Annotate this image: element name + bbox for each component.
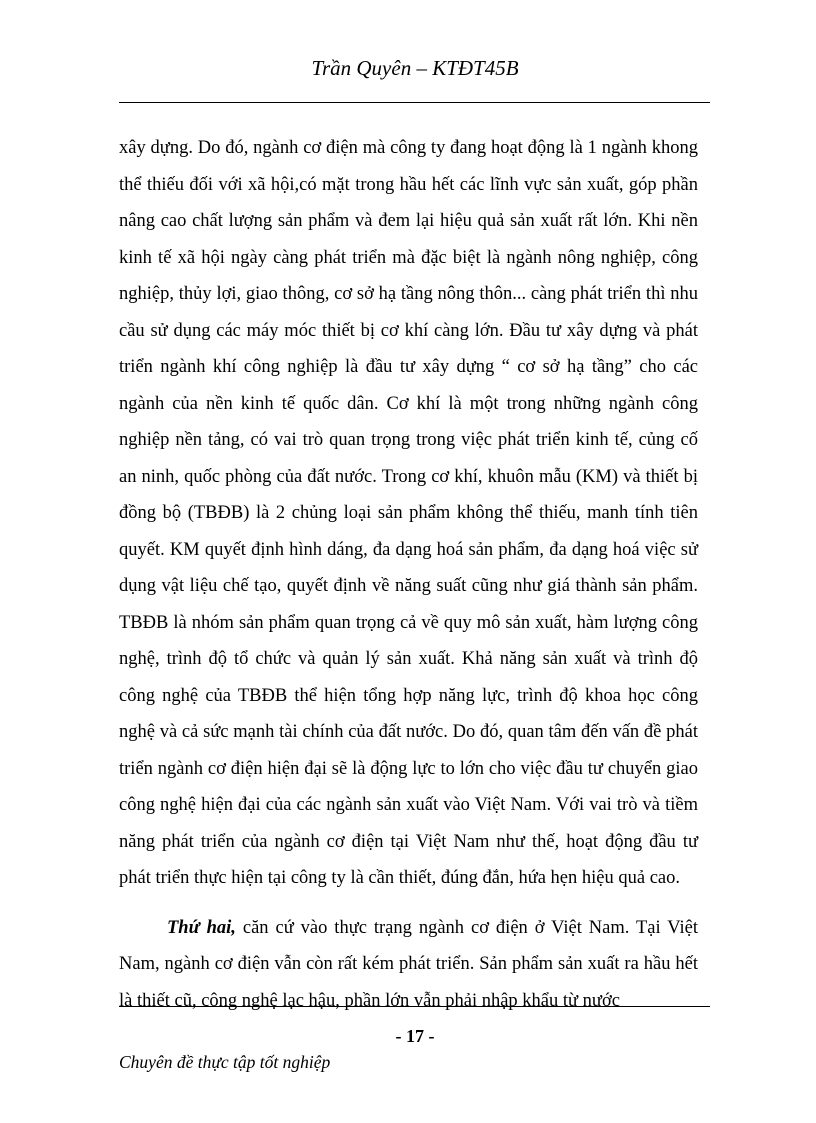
page-number: - 17 - [395, 1026, 435, 1046]
document-body [119, 130, 698, 1019]
footer-divider [119, 1006, 710, 1007]
header-divider [119, 102, 710, 103]
paragraph-2-text: căn cứ vào thực trạng ngành cơ điện ở Việt Nam. Tại Việt Nam, ngành cơ điện vẫn còn rất kém phát triển. Sản phẩm sản xuất ra hầu hết là thiết cũ, công nghệ lạc hậu, phần lớn vẫn phải nhập khẩu từ nước [119, 917, 698, 1011]
footer-title: Chuyên đề thực tập tốt nghiệp [119, 1052, 331, 1072]
page-header-title: Trần Quyên – KTĐT45B [311, 56, 519, 80]
paragraph-1: xây dựng. Do đó, ngành cơ điện mà công ty đang hoạt động là 1 ngành khong thể thiếu đối với xã hội,có mặt trong hầu hết các lĩnh vực sản xuất, góp phần nâng cao chất lượng sản phẩm và đem lại hiệu quả sản xuất rất lớn. Khi nền kinh tế xã hội ngày càng phát triển mà đặc biệt là ngành nông nghiệp, công nghiệp, thủy lợi, giao thông, cơ sở hạ tầng nông thôn... càng phát triển thì nhu cầu sử dụng các máy móc thiết bị cơ khí càng lớn. Đầu tư xây dựng và phát triển ngành khí công nghiệp là đầu tư xây dựng “ cơ sở hạ tầng” cho các ngành của nền kinh tế quốc dân. Cơ khí là một trong những ngành công nghiệp nền tảng, có vai trò quan trọng trong việc phát triển kinh tế, củng cố an ninh, quốc phòng của đất nước. Trong cơ khí, khuôn mẫu (KM) và thiết bị đồng bộ (TBĐB) là 2 chủng loại sản phẩm không thể thiếu, manh tính tiên quyết. KM quyết định hình dáng, đa dạng hoá sản phẩm, đa dạng hoá việc sử dụng vật liệu chế tạo, quyết định về năng suất cũng như giá thành sản phẩm. TBĐB là nhóm sản phẩm quan trọng cả về quy mô sản xuất, hàm lượng công nghệ, trình độ tổ chức và quản lý sản xuất. Khả năng sản xuất và trình độ công nghệ của TBĐB thể hiện tổng hợp năng lực, trình độ khoa học công nghệ và cả sức mạnh tài chính của đất nước. Do đó, quan tâm đến vấn đề phát triển ngành cơ điện hiện đại sẽ là động lực to lớn cho việc đầu tư chuyển giao công nghệ hiện đại của các ngành sản xuất vào Việt Nam. Với vai trò và tiềm năng phát triển của ngành cơ điện tại Việt Nam như thế, hoạt động đầu tư phát triển thực hiện tại công ty là cần thiết, đúng đắn, hứa hẹn hiệu quả cao. [119, 138, 698, 888]
paragraph-2 [119, 910, 698, 1020]
paragraph-2-lead: Thứ hai, [167, 917, 236, 938]
